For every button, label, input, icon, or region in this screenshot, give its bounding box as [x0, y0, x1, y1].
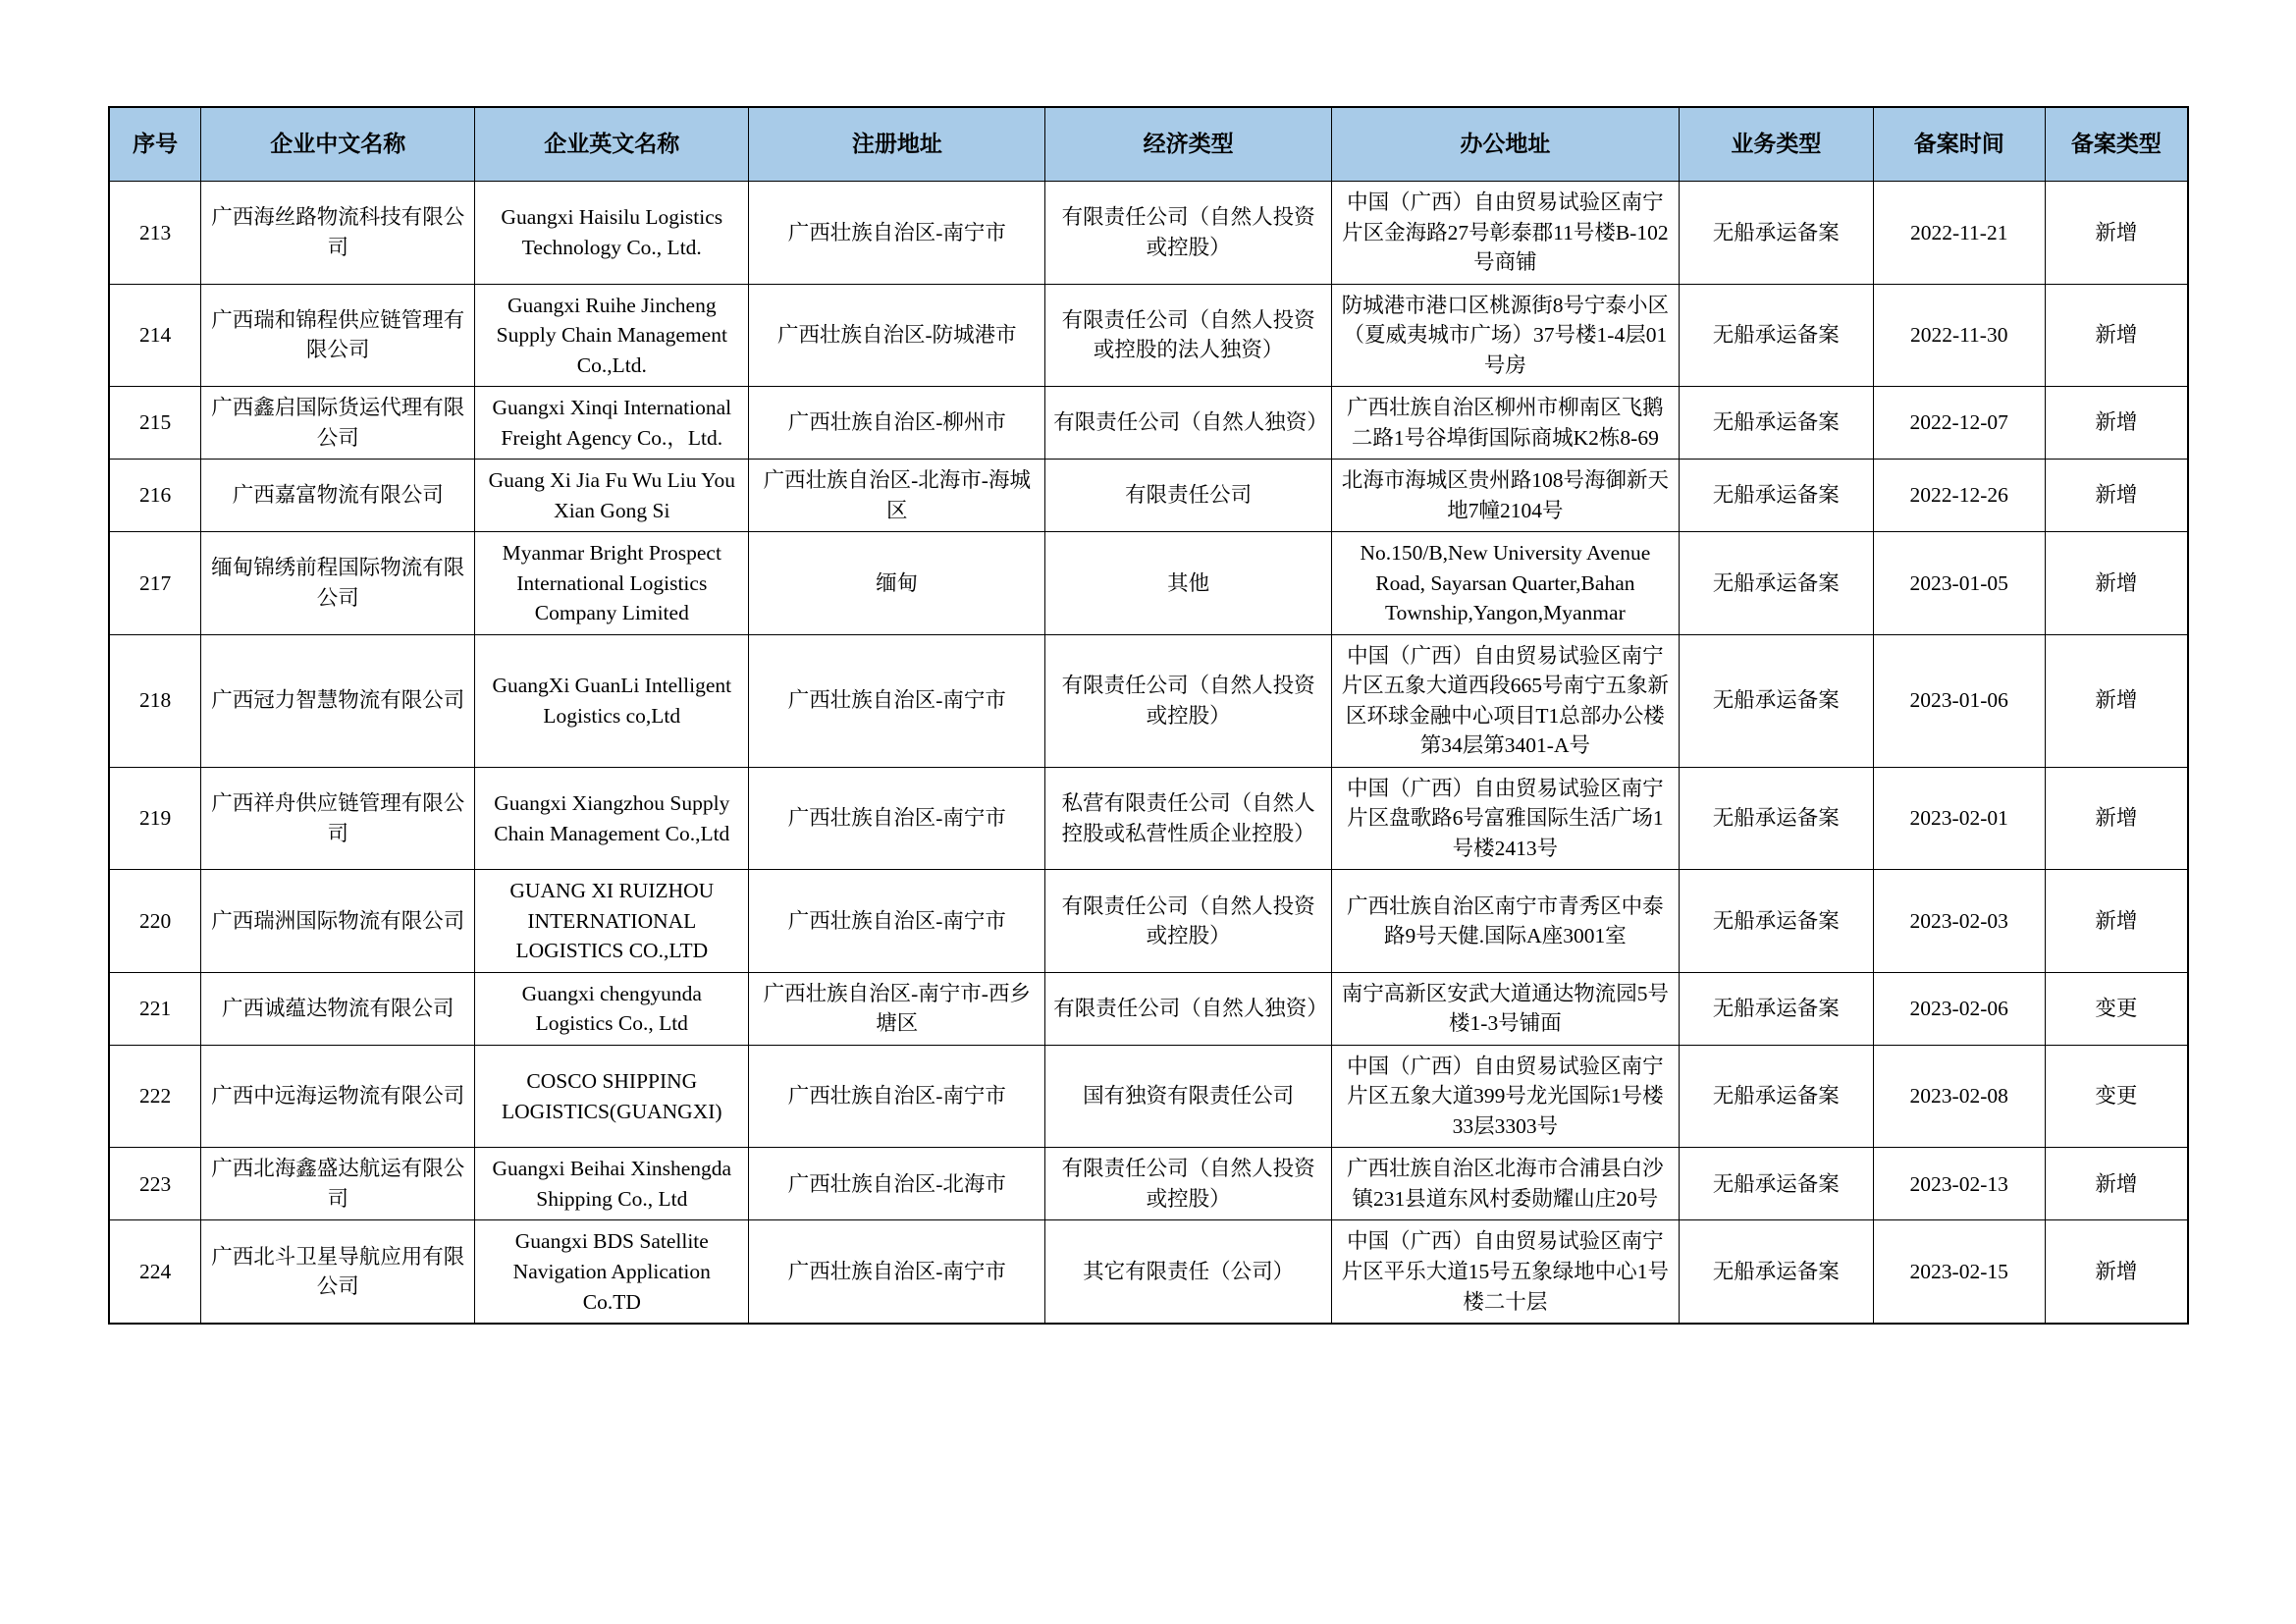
cell-office-address: 中国（广西）自由贸易试验区南宁片区五象大道西段665号南宁五象新区环球金融中心项目T1总部办公楼第34层第3401-A号: [1331, 634, 1679, 767]
cell-english-name: Guangxi Beihai Xinshengda Shipping Co., Ltd: [475, 1148, 749, 1220]
cell-filing-date: 2023-02-13: [1873, 1148, 2045, 1220]
table-row: [109, 634, 2188, 767]
table-row: [109, 387, 2188, 460]
cell-english-name: Guangxi chengyunda Logistics Co., Ltd: [475, 972, 749, 1045]
cell-chinese-name: 广西祥舟供应链管理有限公司: [201, 767, 475, 870]
cell-office-address: 广西壮族自治区柳州市柳南区飞鹅二路1号谷埠街国际商城K2栋8-69: [1331, 387, 1679, 460]
cell-registered-address: 广西壮族自治区-北海市-海城区: [749, 460, 1045, 532]
table-row: [109, 1045, 2188, 1148]
cell-business-type: 无船承运备案: [1679, 1045, 1873, 1148]
cell-economic-type: 有限责任公司（自然人投资或控股）: [1045, 870, 1332, 973]
table-row: [109, 532, 2188, 635]
cell-chinese-name: 广西瑞和锦程供应链管理有限公司: [201, 284, 475, 387]
cell-office-address: 中国（广西）自由贸易试验区南宁片区平乐大道15号五象绿地中心1号楼二十层: [1331, 1220, 1679, 1324]
cell-chinese-name: 广西诚蕴达物流有限公司: [201, 972, 475, 1045]
cell-filing-date: 2023-01-06: [1873, 634, 2045, 767]
cell-business-type: 无船承运备案: [1679, 532, 1873, 635]
cell-business-type: 无船承运备案: [1679, 460, 1873, 532]
cell-economic-type: 有限责任公司（自然人投资或控股的法人独资）: [1045, 284, 1332, 387]
cell-registered-address: 广西壮族自治区-防城港市: [749, 284, 1045, 387]
cell-chinese-name: 广西鑫启国际货运代理有限公司: [201, 387, 475, 460]
cell-registered-address: 广西壮族自治区-北海市: [749, 1148, 1045, 1220]
cell-index: 218: [109, 634, 201, 767]
cell-office-address: 中国（广西）自由贸易试验区南宁片区盘歌路6号富雅国际生活广场1号楼2413号: [1331, 767, 1679, 870]
column-header-business-type: 业务类型: [1679, 107, 1873, 182]
cell-business-type: 无船承运备案: [1679, 1148, 1873, 1220]
cell-english-name: Myanmar Bright Prospect International Logistics Company Limited: [475, 532, 749, 635]
cell-business-type: 无船承运备案: [1679, 284, 1873, 387]
cell-filing-type: 新增: [2045, 182, 2188, 285]
cell-filing-type: 新增: [2045, 767, 2188, 870]
cell-economic-type: 有限责任公司（自然人投资或控股）: [1045, 1148, 1332, 1220]
cell-registered-address: 广西壮族自治区-南宁市: [749, 182, 1045, 285]
column-header-english-name: 企业英文名称: [475, 107, 749, 182]
column-header-office-address: 办公地址: [1331, 107, 1679, 182]
cell-filing-type: 新增: [2045, 387, 2188, 460]
cell-office-address: 防城港市港口区桃源街8号宁泰小区（夏威夷城市广场）37号楼1-4层01号房: [1331, 284, 1679, 387]
cell-economic-type: 有限责任公司（自然人独资）: [1045, 387, 1332, 460]
cell-chinese-name: 缅甸锦绣前程国际物流有限公司: [201, 532, 475, 635]
cell-economic-type: 有限责任公司（自然人投资或控股）: [1045, 182, 1332, 285]
column-header-chinese-name: 企业中文名称: [201, 107, 475, 182]
cell-english-name: Guangxi BDS Satellite Navigation Application Co.TD: [475, 1220, 749, 1324]
cell-english-name: COSCO SHIPPING LOGISTICS(GUANGXI): [475, 1045, 749, 1148]
cell-filing-type: 新增: [2045, 284, 2188, 387]
table-header-row: [109, 107, 2188, 182]
cell-index: 213: [109, 182, 201, 285]
cell-office-address: 中国（广西）自由贸易试验区南宁片区金海路27号彰泰郡11号楼B-102号商铺: [1331, 182, 1679, 285]
cell-filing-date: 2023-02-06: [1873, 972, 2045, 1045]
cell-filing-type: 新增: [2045, 870, 2188, 973]
cell-office-address: 北海市海城区贵州路108号海御新天地7幢2104号: [1331, 460, 1679, 532]
cell-filing-date: 2023-02-15: [1873, 1220, 2045, 1324]
cell-economic-type: 其他: [1045, 532, 1332, 635]
table-row: [109, 972, 2188, 1045]
table-row: [109, 1148, 2188, 1220]
cell-index: 215: [109, 387, 201, 460]
cell-registered-address: 广西壮族自治区-南宁市-西乡塘区: [749, 972, 1045, 1045]
cell-index: 224: [109, 1220, 201, 1324]
cell-filing-date: 2023-02-01: [1873, 767, 2045, 870]
cell-economic-type: 有限责任公司（自然人独资）: [1045, 972, 1332, 1045]
cell-chinese-name: 广西北海鑫盛达航运有限公司: [201, 1148, 475, 1220]
cell-registered-address: 缅甸: [749, 532, 1045, 635]
cell-index: 220: [109, 870, 201, 973]
cell-filing-type: 新增: [2045, 532, 2188, 635]
cell-english-name: GUANG XI RUIZHOU INTERNATIONAL LOGISTICS CO.,LTD: [475, 870, 749, 973]
table-row: [109, 1220, 2188, 1324]
cell-business-type: 无船承运备案: [1679, 634, 1873, 767]
cell-business-type: 无船承运备案: [1679, 767, 1873, 870]
cell-registered-address: 广西壮族自治区-南宁市: [749, 634, 1045, 767]
cell-economic-type: 国有独资有限责任公司: [1045, 1045, 1332, 1148]
cell-office-address: 广西壮族自治区北海市合浦县白沙镇231县道东风村委勋耀山庄20号: [1331, 1148, 1679, 1220]
cell-chinese-name: 广西海丝路物流科技有限公司: [201, 182, 475, 285]
cell-index: 219: [109, 767, 201, 870]
cell-index: 223: [109, 1148, 201, 1220]
column-header-filing-date: 备案时间: [1873, 107, 2045, 182]
cell-registered-address: 广西壮族自治区-柳州市: [749, 387, 1045, 460]
table-body: [109, 182, 2188, 1325]
cell-filing-date: 2023-02-03: [1873, 870, 2045, 973]
cell-chinese-name: 广西瑞洲国际物流有限公司: [201, 870, 475, 973]
cell-filing-type: 新增: [2045, 1220, 2188, 1324]
cell-index: 217: [109, 532, 201, 635]
enterprise-registration-table: [108, 106, 2189, 1325]
cell-index: 216: [109, 460, 201, 532]
column-header-filing-type: 备案类型: [2045, 107, 2188, 182]
cell-index: 221: [109, 972, 201, 1045]
cell-registered-address: 广西壮族自治区-南宁市: [749, 1220, 1045, 1324]
table-row: [109, 284, 2188, 387]
cell-registered-address: 广西壮族自治区-南宁市: [749, 1045, 1045, 1148]
column-header-economic-type: 经济类型: [1045, 107, 1332, 182]
column-header-index: 序号: [109, 107, 201, 182]
cell-economic-type: 私营有限责任公司（自然人控股或私营性质企业控股）: [1045, 767, 1332, 870]
cell-english-name: GuangXi GuanLi Intelligent Logistics co,Ltd: [475, 634, 749, 767]
cell-english-name: Guangxi Haisilu Logistics Technology Co., Ltd.: [475, 182, 749, 285]
cell-english-name: Guangxi Ruihe Jincheng Supply Chain Management Co.,Ltd.: [475, 284, 749, 387]
table-row: [109, 870, 2188, 973]
cell-filing-type: 变更: [2045, 972, 2188, 1045]
cell-filing-type: 新增: [2045, 634, 2188, 767]
cell-chinese-name: 广西冠力智慧物流有限公司: [201, 634, 475, 767]
cell-chinese-name: 广西北斗卫星导航应用有限公司: [201, 1220, 475, 1324]
cell-registered-address: 广西壮族自治区-南宁市: [749, 870, 1045, 973]
cell-business-type: 无船承运备案: [1679, 1220, 1873, 1324]
cell-index: 222: [109, 1045, 201, 1148]
cell-office-address: No.150/B,New University Avenue Road, Sayarsan Quarter,Bahan Township,Yangon,Myanmar: [1331, 532, 1679, 635]
cell-business-type: 无船承运备案: [1679, 870, 1873, 973]
cell-filing-type: 新增: [2045, 460, 2188, 532]
cell-english-name: Guangxi Xiangzhou Supply Chain Management Co.,Ltd: [475, 767, 749, 870]
table-row: [109, 182, 2188, 285]
cell-english-name: Guang Xi Jia Fu Wu Liu You Xian Gong Si: [475, 460, 749, 532]
cell-filing-type: 新增: [2045, 1148, 2188, 1220]
cell-chinese-name: 广西中远海运物流有限公司: [201, 1045, 475, 1148]
cell-economic-type: 有限责任公司（自然人投资或控股）: [1045, 634, 1332, 767]
table-row: [109, 767, 2188, 870]
cell-filing-type: 变更: [2045, 1045, 2188, 1148]
cell-economic-type: 其它有限责任（公司）: [1045, 1220, 1332, 1324]
cell-chinese-name: 广西嘉富物流有限公司: [201, 460, 475, 532]
cell-filing-date: 2022-11-30: [1873, 284, 2045, 387]
table-header: [109, 107, 2188, 182]
cell-filing-date: 2022-11-21: [1873, 182, 2045, 285]
cell-filing-date: 2022-12-07: [1873, 387, 2045, 460]
table-row: [109, 460, 2188, 532]
cell-economic-type: 有限责任公司: [1045, 460, 1332, 532]
cell-business-type: 无船承运备案: [1679, 182, 1873, 285]
cell-business-type: 无船承运备案: [1679, 387, 1873, 460]
cell-filing-date: 2022-12-26: [1873, 460, 2045, 532]
cell-registered-address: 广西壮族自治区-南宁市: [749, 767, 1045, 870]
cell-filing-date: 2023-01-05: [1873, 532, 2045, 635]
cell-filing-date: 2023-02-08: [1873, 1045, 2045, 1148]
cell-business-type: 无船承运备案: [1679, 972, 1873, 1045]
cell-english-name: Guangxi Xinqi International Freight Agency Co.，Ltd.: [475, 387, 749, 460]
cell-office-address: 中国（广西）自由贸易试验区南宁片区五象大道399号龙光国际1号楼33层3303号: [1331, 1045, 1679, 1148]
cell-index: 214: [109, 284, 201, 387]
cell-office-address: 广西壮族自治区南宁市青秀区中泰路9号天健.国际A座3001室: [1331, 870, 1679, 973]
cell-office-address: 南宁高新区安武大道通达物流园5号楼1-3号铺面: [1331, 972, 1679, 1045]
column-header-registered-address: 注册地址: [749, 107, 1045, 182]
